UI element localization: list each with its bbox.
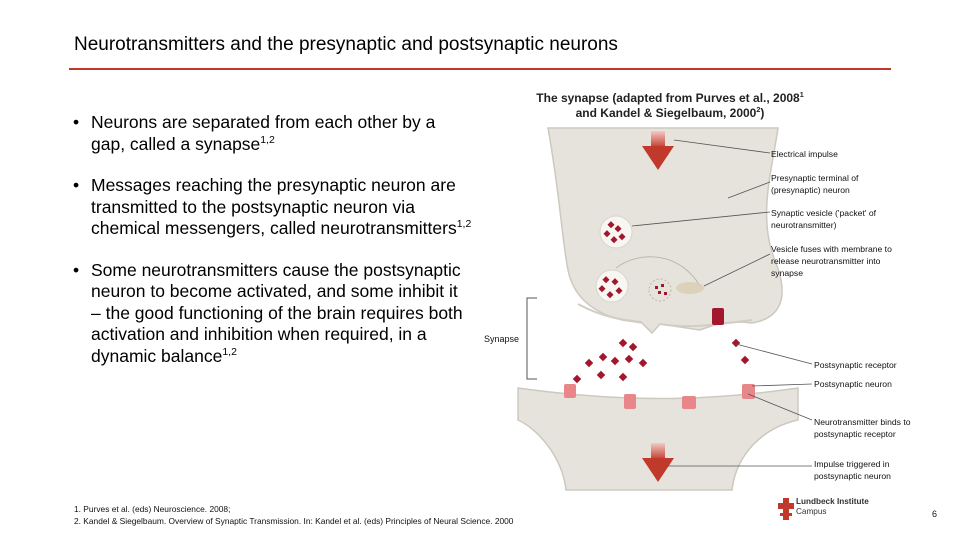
label-synapse: Synapse: [484, 334, 520, 344]
references: [74, 504, 513, 527]
label-neurotransmitter-binds: Neurotransmitter binds to postsynaptic receptor: [814, 417, 911, 439]
postsynaptic-receptor: [624, 394, 636, 409]
synapse-bracket: [527, 298, 537, 379]
postsynaptic-receptor: [564, 384, 576, 398]
reference-item: 2. Kandel & Siegelbaum. Overview of Synaptic Transmission. In: Kandel et al. (eds) Principles of Neural Science. 2000: [74, 515, 514, 526]
synaptic-vesicle: [596, 270, 628, 302]
page-number: 6: [932, 509, 938, 519]
reference-item: 1. Purves et al. (eds) Neuroscience. 2008;: [74, 504, 231, 514]
bullet-item: • Some neurotransmitters cause the postsynaptic neuron to become activated, and some inhibit it – the good functioning of the brain requires both activation and inhibition when required, in a dynamic balance$^{1,2}$: [72, 260, 472, 368]
bullet-item: • Messages reaching the presynaptic neuron are transmitted to the postsynaptic neuron via chemical messengers, called neurotransmitters$^{1,2}$: [72, 175, 472, 240]
synaptic-vesicle: [600, 216, 632, 248]
label-vesicle-fuses: Vesicle fuses with membrane to release neurotransmitter into synapse: [771, 244, 892, 278]
slide-title: Neurotransmitters and the presynaptic and postsynaptic neurons: [74, 34, 618, 55]
neurotransmitter-cloud: [573, 339, 749, 383]
label-presynaptic-terminal: Presynaptic terminal of (presynaptic) neuron: [771, 173, 859, 195]
postsynaptic-receptor: [682, 396, 696, 409]
label-electrical-impulse: Electrical impulse: [771, 149, 838, 159]
label-impulse-triggered: Impulse triggered in postsynaptic neuron: [814, 459, 891, 481]
lundbeck-logo: Lundbeck Institute Campus: [778, 498, 794, 525]
bullet-item: • Neurons are separated from each other by a gap, called a synapse$^{1,2}$: [72, 112, 472, 155]
label-synaptic-vesicle: Synaptic vesicle ('packet' of neurotransmitter): [771, 208, 877, 230]
label-postsynaptic-receptor: Postsynaptic receptor: [814, 360, 897, 370]
label-postsynaptic-neuron: Postsynaptic neuron: [814, 379, 892, 389]
presynaptic-transporter: [712, 308, 724, 325]
logo-mark-icon: [778, 498, 794, 520]
diagram-title: The synapse (adapted from Purves et al., 2008$^1$ and Kandel & Siegelbaum, 2000$^2$): [536, 90, 804, 120]
